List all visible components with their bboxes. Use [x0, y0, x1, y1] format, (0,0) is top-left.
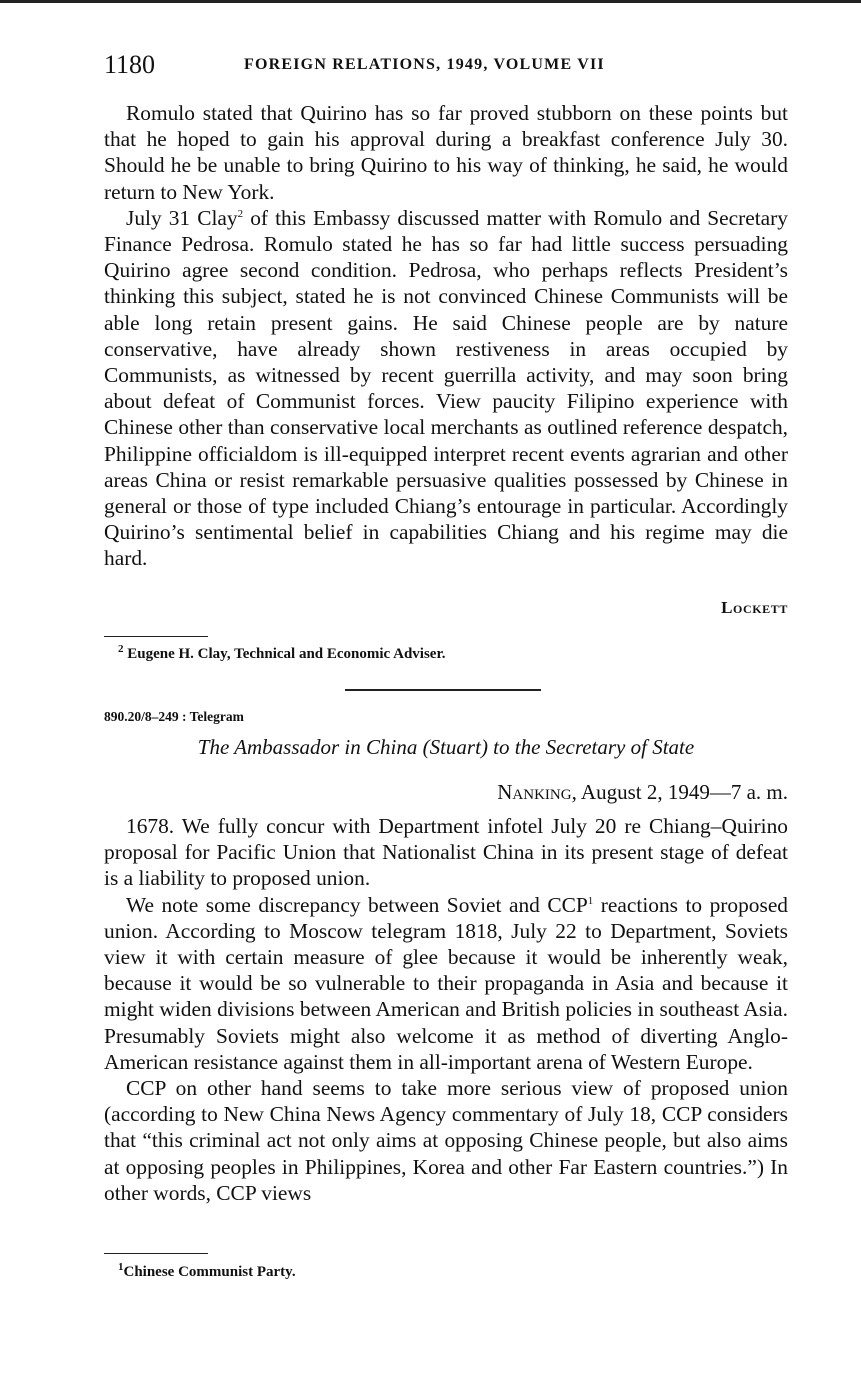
document-title: The Ambassador in China (Stuart) to the Secretary of State	[197, 735, 695, 759]
running-head: FOREIGN RELATIONS, 1949, VOLUME VII	[244, 56, 605, 73]
page-header	[104, 50, 788, 82]
paragraph: 1678. We fully concur with Department infotel July 20 re Chiang–Quirino proposal for Pacific Union that Nationalist China in its present stage of defeat is a liability to proposed union.	[104, 814, 788, 891]
document-body	[104, 813, 788, 1206]
section1-body	[104, 100, 788, 572]
footnote-text: Chinese Communist Party.	[123, 1264, 296, 1280]
document-file-reference: 890.20/8–249 : Telegram	[104, 709, 244, 724]
paragraph-text: reactions to proposed union. According to Moscow telegram 1818, July 22 to Department, Soviets view it with certain measure of glee because it would be inherently weak, because it would be so vulnerable to their propaganda in Asia and because it might widen divisions between American and British policies in southeast Asia. Presumably Soviets might also welcome it as method of diverting Anglo-American resistance against them in all-important arena of Western Europe.	[104, 892, 789, 1074]
paragraph	[104, 205, 788, 572]
dateline-place: Nanking	[497, 780, 572, 804]
paragraph	[104, 892, 788, 1075]
paragraph: CCP on other hand seems to take more serious view of proposed union (according to New China News Agency commentary of July 18, CCP considers that “this criminal act not only aims at opposing Chinese people, but also aims at opposing peoples in Philippines, Korea and other Far Eastern countries.”) In other words, CCP views	[104, 1076, 788, 1205]
footnote-mark: 2	[118, 643, 124, 655]
footnote-mark: 1	[118, 1261, 124, 1273]
footnote-reference: 1	[587, 894, 594, 907]
dateline	[104, 780, 788, 805]
paragraph-lead: July 31 Clay	[126, 205, 238, 230]
footnote	[118, 643, 446, 663]
document-separator	[345, 689, 541, 691]
page-top-border	[0, 0, 861, 3]
footnote-text: Eugene H. Clay, Technical and Economic Adviser.	[127, 646, 446, 662]
footnote-rule	[104, 1253, 208, 1254]
paragraph-text: of this Embassy discussed matter with Romulo and Secretary Finance Pedrosa. Romulo stated he has so far had little success persuading Quirino agree second condition. Pedrosa, who perhaps reflects President’s thinking this subject, stated he is not convinced Chinese Communists will be able long retain present gains. He said Chinese people are by nature conservative, have already shown restiveness in areas occupied by Communists, as witnessed by recent guerrilla activity, and may soon bring about defeat of Communist forces. View paucity Filipino experience with Chinese other than conservative local merchants as outlined reference despatch, Philippine officialdom is ill-equipped interpret recent events agrarian and other areas China or resist remarkable persuasive qualities possessed by Chinese in general or those of type included Chiang’s entourage in particular. Accordingly Quirino’s sentimental belief in capabilities Chiang and his regime may die hard.	[104, 205, 788, 571]
paragraph: Romulo stated that Quirino has so far proved stubborn on these points but that he hoped to gain his approval during a breakfast conference July 30. Should he be unable to bring Quirino to his way of thinking, he said, he would return to New York.	[104, 101, 788, 204]
footnote-reference: 2	[237, 207, 244, 220]
footnote-rule	[104, 636, 208, 637]
page-number: 1180	[104, 50, 156, 79]
paragraph-lead: We note some discrepancy between Soviet and CCP	[126, 892, 588, 917]
footnote	[118, 1261, 296, 1281]
dateline-date: , August 2, 1949—7 a. m.	[571, 780, 788, 804]
signature: Lockett	[721, 598, 788, 617]
